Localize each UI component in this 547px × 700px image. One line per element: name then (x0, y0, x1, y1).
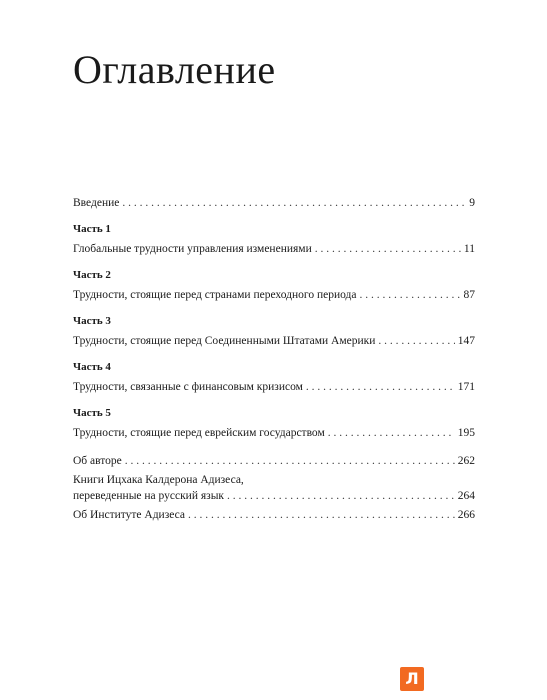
toc-page-number: 262 (457, 455, 475, 467)
toc-entry-part1[interactable] (73, 241, 475, 257)
table-of-contents (73, 195, 475, 523)
toc-page-number: 147 (457, 335, 475, 347)
dot-leader (360, 287, 461, 303)
toc-page-number: 266 (457, 509, 475, 521)
toc-entry-label: Об Институте Адизеса (73, 509, 185, 521)
toc-entry-label: Трудности, стоящие перед странами переходного периода (73, 289, 357, 301)
toc-entry-label-line2: переведенные на русский язык (73, 490, 225, 502)
toc-entry-about-author[interactable] (73, 453, 475, 469)
part-heading-3: Часть 3 (73, 315, 111, 327)
toc-entry-part4[interactable] (73, 379, 475, 395)
toc-page-number: 264 (457, 490, 475, 502)
dot-leader (378, 333, 454, 349)
toc-entry-label: Трудности, стоящие перед еврейским государством (73, 427, 325, 439)
toc-entry-label: Трудности, связанные с финансовым кризисом (73, 381, 303, 393)
dot-leader (227, 488, 455, 504)
toc-entry-books[interactable] (73, 472, 475, 504)
toc-entry-label: Введение (73, 197, 120, 209)
toc-entry-label: Трудности, стоящие перед Соединенными Штатами Америки (73, 335, 376, 347)
part-heading-5: Часть 5 (73, 407, 111, 419)
part-heading-2: Часть 2 (73, 269, 111, 281)
toc-page-number: 195 (457, 427, 475, 439)
dot-leader (122, 195, 466, 211)
dot-leader (188, 507, 455, 523)
toc-page-number: 9 (469, 197, 475, 209)
toc-entry-institute[interactable] (73, 507, 475, 523)
page-title: Оглавление (73, 47, 276, 92)
toc-entry-part2[interactable] (73, 287, 475, 303)
toc-entry-label: Глобальные трудности управления изменениями (73, 243, 312, 255)
toc-entry-label-line1: Книги Ицхака Калдерона Адизеса, (73, 474, 244, 486)
part-heading-4: Часть 4 (73, 361, 111, 373)
dot-leader (125, 453, 455, 469)
toc-page-number: 87 (463, 289, 475, 301)
toc-entry-intro[interactable] (73, 195, 475, 211)
dot-leader (315, 241, 461, 257)
toc-page-number: 11 (463, 243, 475, 255)
toc-page-number: 171 (457, 381, 475, 393)
logo-glyph: Л (405, 669, 419, 688)
toc-entry-part3[interactable] (73, 333, 475, 349)
publisher-logo (400, 667, 424, 691)
toc-entry-part5[interactable] (73, 425, 475, 441)
part-heading-1: Часть 1 (73, 223, 111, 235)
dot-leader (328, 425, 455, 441)
toc-entry-label: Об авторе (73, 455, 122, 467)
dot-leader (306, 379, 455, 395)
